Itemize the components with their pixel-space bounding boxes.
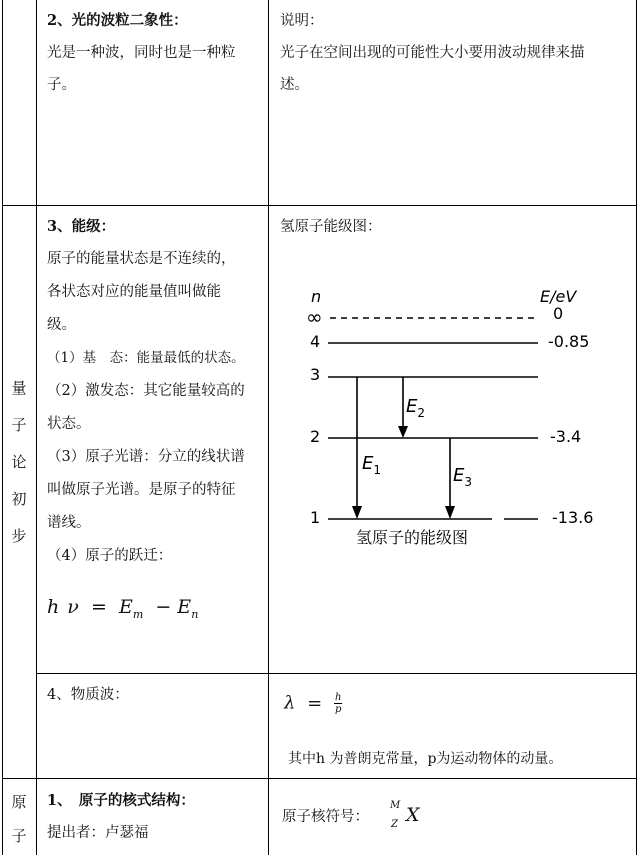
table-divider-middle: [268, 0, 269, 855]
body-line: 述。: [280, 77, 309, 93]
table-row-line: [2, 778, 637, 779]
diagram-title: 氢原子能级图：: [280, 219, 382, 235]
axis-label-n: n: [311, 287, 322, 306]
energy-level-text: 原子的能量状态是不连续的， 各状态对应的能量值叫做能 级。 （1）基 态：能量最低的状态。 （2）激发态：其它能量较高的 状态。 （3）原子光谱：分立的线状谱 叫做原子光谱。是原子的特征 谱线。 （4）原子的跃迁：: [47, 251, 245, 564]
body-line: 提出者：卢瑟福: [47, 825, 149, 841]
level-energy: -0.85: [548, 332, 590, 351]
axis-label-energy: E/eV: [540, 287, 577, 306]
table-divider-side: [36, 0, 37, 855]
body-line: 子。: [47, 77, 76, 93]
level-label: 1: [310, 508, 321, 527]
diagram-caption: 氢原子的能级图: [356, 528, 469, 547]
arrow-label-e1: $E_1$: [362, 453, 382, 477]
nucleus-symbol: M Z X: [390, 800, 420, 830]
level-label: 4: [310, 332, 321, 351]
section-title: 说明：: [280, 13, 324, 29]
level-label: 3: [310, 365, 321, 384]
matter-wave-formula: λ = $\frac{h}{p}$: [284, 692, 342, 715]
level-label: 2: [310, 427, 321, 446]
body-line: 光是一种波，同时也是一种粒: [47, 45, 236, 61]
body-line: 光子在空间出现的可能性大小要用波动规律来描: [280, 45, 585, 61]
table-border-right: [636, 0, 637, 855]
level-energy: -13.6: [552, 508, 594, 527]
matter-wave-note: 其中h 为普朗克常量，p为运动物体的动量。: [288, 751, 563, 767]
level-label: ∞: [306, 305, 323, 329]
arrow-label-e2: $E_2$: [406, 396, 426, 420]
table-row-line: [2, 205, 637, 206]
table-row-line: [36, 673, 637, 674]
section-title: 2、光的波粒二象性：: [47, 12, 188, 29]
section-title: 4、物质波：: [47, 687, 129, 703]
nucleus-symbol-label: 原子核符号：: [282, 809, 369, 825]
arrow-label-e3: $E_3$: [453, 465, 473, 489]
transition-formula: h $\nu = E_m - E_n$: [47, 596, 199, 621]
table-border-left: [2, 0, 3, 855]
level-energy: 0: [553, 304, 564, 323]
section-title: 1、 原子的核式结构：: [47, 792, 195, 809]
hydrogen-energy-level-diagram: [270, 270, 630, 560]
side-label-quantum: 量 子 论 初 步: [11, 379, 27, 545]
level-energy: -3.4: [550, 427, 582, 446]
section-title: 3、能级：: [47, 218, 116, 235]
side-label-atom: 原 子: [11, 793, 27, 845]
